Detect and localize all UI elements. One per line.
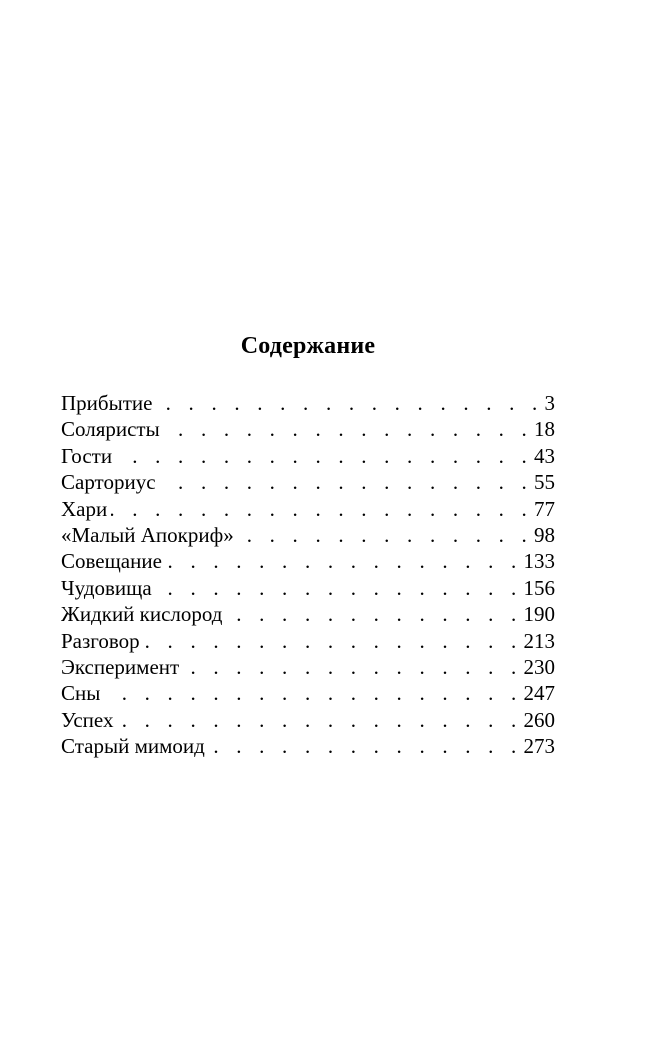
toc-entry-title: Успех <box>61 707 114 732</box>
toc-entry <box>61 390 555 416</box>
dot-leader <box>104 680 522 706</box>
toc-page-number: 77 <box>534 496 555 521</box>
dot-leader <box>160 469 533 495</box>
toc-page-number: 18 <box>534 417 555 442</box>
toc-entry <box>61 654 555 680</box>
toc-entry-title: Гости <box>61 443 113 468</box>
toc-entry <box>61 496 555 522</box>
toc-entry-title: Разговор <box>61 628 140 653</box>
toc-entry-title: Прибытие <box>61 391 153 415</box>
toc-entry <box>61 707 555 733</box>
dot-leader <box>116 443 533 469</box>
toc-entry-title: Сны <box>61 681 101 706</box>
dot-leader <box>166 548 523 574</box>
toc-entry <box>61 548 555 574</box>
toc-heading: Содержание <box>240 333 376 359</box>
toc-page-number: 247 <box>523 681 555 706</box>
toc-entry <box>61 628 555 654</box>
toc-entry <box>61 733 555 759</box>
dot-leader <box>156 575 523 601</box>
dot-leader <box>209 733 523 759</box>
toc-entry <box>61 575 555 601</box>
toc-entry-title: Хари <box>61 496 108 521</box>
dot-leader <box>238 522 533 548</box>
table-of-contents <box>61 390 555 759</box>
toc-page-number: 98 <box>534 522 555 547</box>
dot-leader <box>183 654 522 680</box>
toc-page-number: 190 <box>523 602 555 627</box>
toc-entry-title: Соляристы <box>61 417 160 442</box>
dot-leader <box>227 601 523 627</box>
toc-page-number: 55 <box>534 470 555 495</box>
toc-entry-title: Совещание <box>61 549 162 574</box>
toc-entry <box>61 601 555 627</box>
toc-entry-title: Сарториус <box>61 470 156 495</box>
toc-entry <box>61 469 555 495</box>
toc-page-number: 3 <box>544 391 555 415</box>
toc-page-number: 273 <box>523 734 555 759</box>
dot-leader <box>156 390 543 416</box>
toc-entry <box>61 443 555 469</box>
toc-entry-title: Чудовища <box>61 575 152 600</box>
toc-entry-title: Старый мимоид <box>61 734 205 759</box>
toc-page-number: 133 <box>523 549 555 574</box>
toc-page-number: 156 <box>523 575 555 600</box>
toc-entry-title: Жидкий кислород <box>61 602 223 627</box>
dot-leader <box>144 628 523 654</box>
toc-entry-title: Эксперимент <box>61 654 180 679</box>
toc-entry <box>61 522 555 548</box>
dot-leader <box>164 416 533 442</box>
toc-entry-title: «Малый Апокриф» <box>61 522 234 547</box>
toc-entry <box>61 416 555 442</box>
toc-page-number: 213 <box>523 628 555 653</box>
toc-page-number: 230 <box>523 654 555 679</box>
dot-leader <box>111 496 533 522</box>
toc-entry <box>61 680 555 706</box>
dot-leader <box>117 707 522 733</box>
toc-page-number: 43 <box>534 443 555 468</box>
toc-page-number: 260 <box>523 707 555 732</box>
